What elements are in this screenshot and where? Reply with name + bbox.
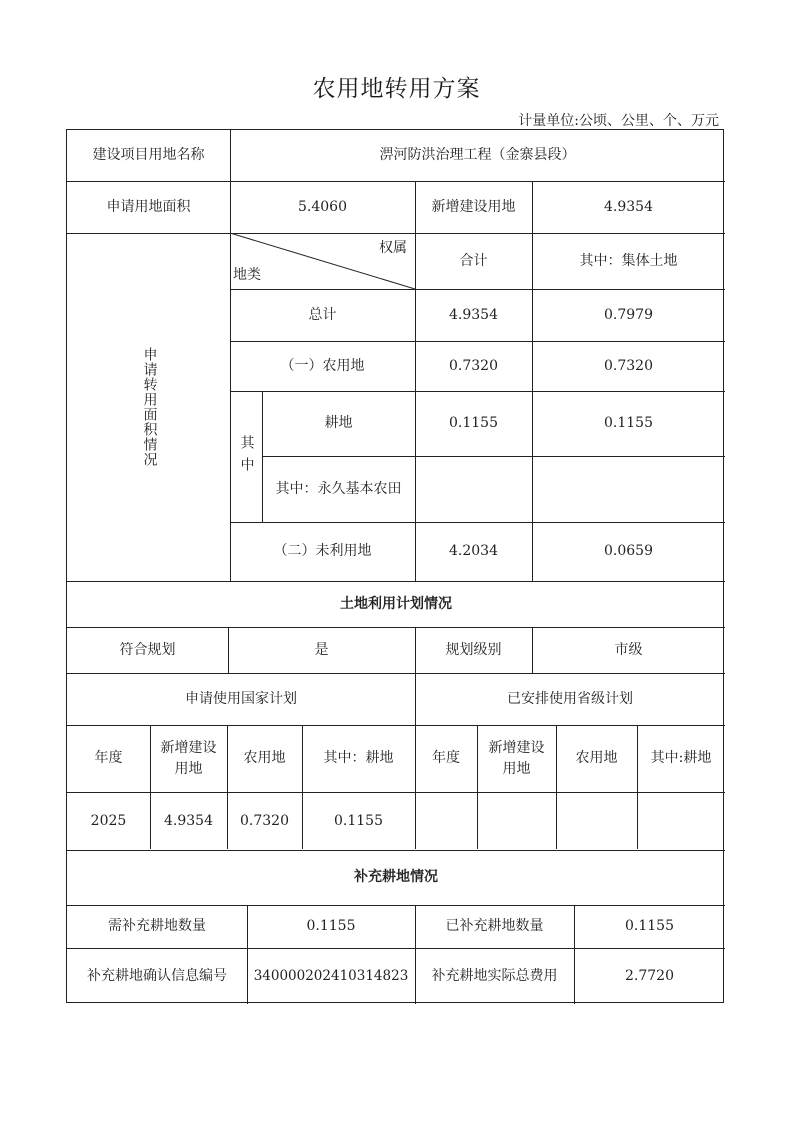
row-unused-label: （二）未利用地: [273, 543, 372, 559]
row-basic-collective: [532, 456, 725, 522]
row-farm-label: （一）农用地: [280, 357, 365, 374]
row-total-label: 总计: [308, 306, 337, 323]
need-supplement-label: 需补充耕地数量: [108, 918, 206, 934]
nat-year: 2025: [90, 812, 127, 829]
diag-landtype-label: 地类: [233, 266, 261, 283]
conform-label: 符合规划: [119, 641, 176, 658]
row-farm-sum: 0.7320: [449, 357, 498, 374]
row-basic-sum: [415, 456, 532, 522]
supplement-section-title: 补充耕地情况: [354, 869, 438, 885]
provincial-plan-label: 已安排使用省级计划: [507, 690, 633, 707]
project-name-value: 淠河防洪治理工程（金寨县段）: [379, 147, 576, 163]
prov-header-new: 新增建设用地: [488, 739, 545, 777]
level-label: 规划级别: [445, 641, 502, 658]
conform-value: 是: [314, 641, 329, 658]
diag-ownership-label: 权属: [379, 239, 407, 256]
row-total-sum: 4.9354: [449, 306, 498, 323]
col-total: 合计: [459, 252, 488, 269]
confirm-id-label: 补充耕地确认信息编号: [87, 967, 227, 984]
national-plan-label: 申请使用国家计划: [185, 690, 297, 707]
row-basic-label: 其中：永久基本农田: [275, 480, 402, 497]
new-construction-value: 4.9354: [604, 198, 653, 215]
row-arable-label: 耕地: [324, 415, 353, 431]
area-value: 5.4060: [298, 198, 347, 215]
col-collective: 其中：集体土地: [579, 252, 678, 269]
nat-new: 4.9354: [164, 812, 213, 829]
prov-header-year: 年度: [432, 750, 460, 766]
row-arable-sum: 0.1155: [449, 415, 498, 431]
new-construction-label: 新增建设用地: [431, 198, 516, 215]
conversion-side-label: 申请转用面积情况: [141, 347, 158, 467]
prov-header-arable: 其中:耕地: [650, 750, 712, 766]
nat-header-farm: 农用地: [243, 750, 286, 766]
actual-cost-label: 补充耕地实际总费用: [431, 967, 558, 984]
nat-header-new: 新增建设用地: [160, 739, 217, 777]
page-title: 农用地转用方案: [312, 76, 481, 102]
unit-note: 计量单位:公顷、公里、个、万元: [518, 113, 719, 129]
project-name-label: 建设项目用地名称: [92, 147, 205, 163]
nat-arable: 0.1155: [334, 812, 383, 829]
plan-section-title: 土地利用计划情况: [340, 595, 452, 612]
confirm-id-value: 340000202410314823: [253, 967, 409, 984]
done-supplement-label: 已补充耕地数量: [445, 918, 544, 934]
nat-header-arable: 其中：耕地: [323, 750, 394, 766]
row-total-collective: 0.7979: [604, 306, 653, 323]
done-supplement-value: 0.1155: [625, 918, 674, 934]
need-supplement-value: 0.1155: [306, 918, 356, 934]
nat-farm: 0.7320: [240, 812, 289, 829]
area-label: 申请用地面积: [106, 198, 191, 215]
row-unused-collective: 0.0659: [604, 543, 653, 559]
nat-header-year: 年度: [94, 750, 123, 766]
row-arable-collective: 0.1155: [604, 415, 653, 431]
row-unused-sum: 4.2034: [449, 543, 498, 559]
level-value: 市级: [614, 641, 643, 658]
conversion-table: [66, 129, 724, 1003]
qizhong-label: 其中: [238, 434, 255, 479]
row-farm-collective: 0.7320: [604, 357, 653, 374]
actual-cost-value: 2.7720: [625, 967, 674, 984]
prov-header-farm: 农用地: [575, 750, 618, 766]
